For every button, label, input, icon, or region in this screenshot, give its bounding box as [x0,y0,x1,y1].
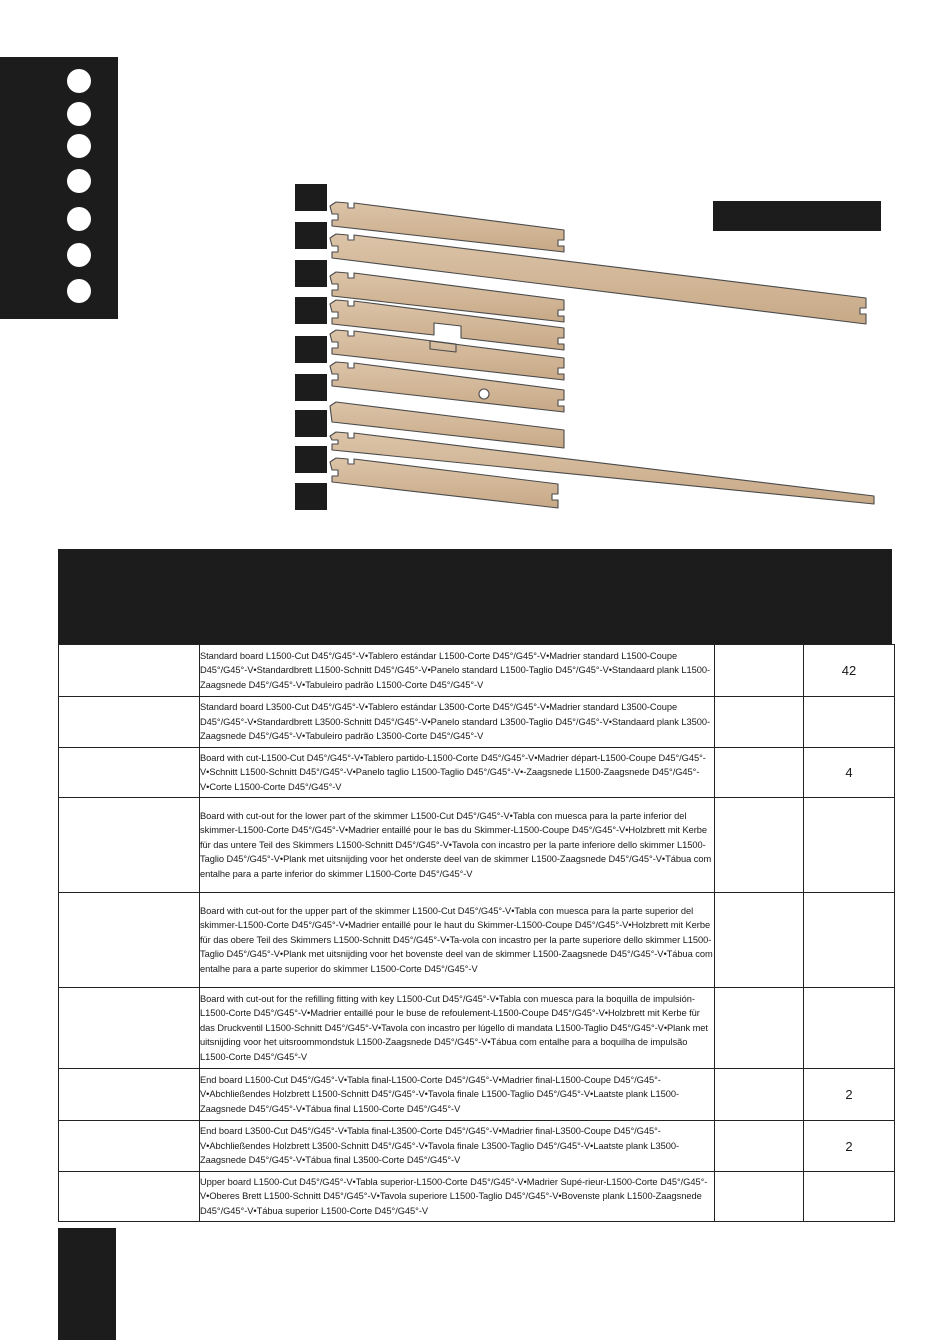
quantity-cell [804,798,895,893]
quantity-cell: 4 [804,748,895,798]
section-dot [67,69,91,93]
code-cell [715,988,804,1069]
description-cell: End board L3500-Cut D45°/G45°-V•Tabla final-L3500-Corte D45°/G45°-V•Madrier final-L3500-Coupe D45°/G45°-V•Abchließendes Holzbrett L3500-Schnitt D45°/G45°-V•Tavola finale L3500-Taglio D45°/G45°-V•Laatste plank L3500-Zaagsnede D45°/G45°-V•Tábua final L3500-Corte D45°/G45°-V [200,1121,715,1172]
quantity-cell [804,697,895,748]
board-number-box [295,184,327,211]
reference-cell [59,798,200,893]
section-dot [67,169,91,193]
description-cell: Board with cut-out for the upper part of the skimmer L1500-Cut D45°/G45°-V•Tabla con muesca para la parte superior del skimmer-L1500-Corte D45°/G45°-V•Madrier entaillé pour le haut du Skimmer-L1500-Coupe D45°/G45°-V•Holzbrett mit Kerbe für das obere Teil des Skimmers L1500-Schnitt D45°/G45°-V•Ta-vola con incastro per la parte superiore dello skimmer L1500-Taglio D45°/G45°-V•Plank met uitsnijding voor het bovenste deel van de skimmer L1500-Zaagsnede D45°/G45°-V•Tábua com entalhe para a parte superior do skimmer L1500-Corte D45°/G45°-V [200,893,715,988]
board-number-box [295,483,327,510]
description-cell: Board with cut-out for the lower part of the skimmer L1500-Cut D45°/G45°-V•Tabla con muesca para la parte inferior del skimmer-L1500-Corte D45°/G45°-V•Madrier entaillé pour le bas du Skimmer-L1500-Coupe D45°/G45°-V•Holzbrett mit Kerbe für das untere Teil des Skimmers L1500-Schnitt D45°/G45°-V•Tavola con incastro per la parte inferiore dello skimmer L1500-Taglio D45°/G45°-V•Plank met uitsnijding voor het onderste deel van de skimmer L1500-Zaagsnede D45°/G45°-V•Tábua com entalhe para a parte inferior do skimmer L1500-Corte D45°/G45°-V [200,798,715,893]
code-cell [715,645,804,697]
description-cell: Board with cut-out for the refilling fitting with key L1500-Cut D45°/G45°-V•Tabla con muesca para la boquilla de impulsión-L1500-Corte D45°/G45°-V•Madrier entaillé pour le buse de refoulement-L1500-Coupe D45°/G45°-V•Holzbrett mit Kerbe für das Druckventil L1500-Schnitt D45°/G45°-V•Tavola con incastro per lúgello di mandata L1500-Taglio D45°/G45°-V•Plank met uitsnijding voor het uitsroommondstuk L1500-Zaagsnede D45°/G45°-V•Tábua com entalhe para a boquilha de impulsão L1500-Corte D45°/G45°-V [200,988,715,1069]
description-cell: Upper board L1500-Cut D45°/G45°-V•Tabla superior-L1500-Corte D45°/G45°-V•Madrier Supé-rieur-L1500-Corte D45°/G45°-V•Oberes Brett L1500-Schnitt D45°/G45°-V•Tavola superiore L1500-Taglio D45°/G45°-V•Bovenste plank L1500-Zaagsnede D45°/G45°-V•Tábua superior L1500-Corte D45°/G45°-V [200,1172,715,1222]
table-row [59,798,895,893]
table-row [59,748,895,798]
parts-table [58,644,895,1222]
code-cell [715,1121,804,1172]
section-dot [67,243,91,267]
board-number-box [295,222,327,249]
table-row [59,1172,895,1222]
description-cell: End board L1500-Cut D45°/G45°-V•Tabla final-L1500-Corte D45°/G45°-V•Madrier final-L1500-Coupe D45°/G45°-V•Abchließendes Holzbrett L1500-Schnitt D45°/G45°-V•Tavola finale L1500-Taglio D45°/G45°-V•Laatste plank L1500-Zaagsnede D45°/G45°-V•Tábua final L1500-Corte D45°/G45°-V [200,1069,715,1121]
description-cell: Standard board L1500-Cut D45°/G45°-V•Tablero estándar L1500-Corte D45°/G45°-V•Madrier standard L1500-Coupe D45°/G45°-V•Standardbrett L1500-Schnitt D45°/G45°-V•Panelo standard L1500-Taglio D45°/G45°-V•Standaard plank L1500-Zaagsnede D45°/G45°-V•Tabuleiro padrão L1500-Corte D45°/G45°-V [200,645,715,697]
quantity-cell: 2 [804,1069,895,1121]
board-number-box [295,297,327,324]
reference-cell [59,1172,200,1222]
reference-cell [59,1121,200,1172]
board-number-box [295,410,327,437]
table-row [59,893,895,988]
code-cell [715,1069,804,1121]
fitting-hole [479,389,489,399]
section-dot [67,102,91,126]
section-dot [67,134,91,158]
code-cell [715,798,804,893]
table-row [59,697,895,748]
section-dot [67,207,91,231]
reference-cell [59,645,200,697]
reference-cell [59,893,200,988]
quantity-cell: 42 [804,645,895,697]
code-cell [715,893,804,988]
code-cell [715,1172,804,1222]
table-row [59,988,895,1069]
reference-cell [59,748,200,798]
reference-cell [59,988,200,1069]
description-cell: Board with cut-L1500-Cut D45°/G45°-V•Tablero partido-L1500-Corte D45°/G45°-V•Madrier départ-L1500-Coupe D45°/G45°-V•Schnitt L1500-Schnitt D45°/G45°-V•Panelo taglio L1500-Taglio D45°/G45°-V•-Zaagsnede L1500-Zaagsnede D45°/G45°-V•Corte L1500-Corte D45°/G45°-V [200,748,715,798]
board-number-box [295,446,327,473]
board-number-box [295,336,327,363]
table-row [59,1121,895,1172]
page-tab [58,1228,116,1340]
reference-cell [59,1069,200,1121]
board-number-box [295,260,327,287]
table-row [59,645,895,697]
description-cell: Standard board L3500-Cut D45°/G45°-V•Tablero estándar L3500-Corte D45°/G45°-V•Madrier standard L3500-Coupe D45°/G45°-V•Standardbrett L3500-Schnitt D45°/G45°-V•Panelo standard L3500-Taglio D45°/G45°-V•Standaard plank L3500-Zaagsnede D45°/G45°-V•Tabuleiro padrão L3500-Corte D45°/G45°-V [200,697,715,748]
quantity-cell: 2 [804,1121,895,1172]
reference-cell [59,697,200,748]
code-cell [715,697,804,748]
quantity-cell [804,893,895,988]
quantity-cell [804,988,895,1069]
table-row [59,1069,895,1121]
section-tab [0,57,118,319]
boards-illustration [326,178,896,528]
table-header [58,549,892,644]
section-dot [67,279,91,303]
board-number-box [295,374,327,401]
code-cell [715,748,804,798]
quantity-cell [804,1172,895,1222]
